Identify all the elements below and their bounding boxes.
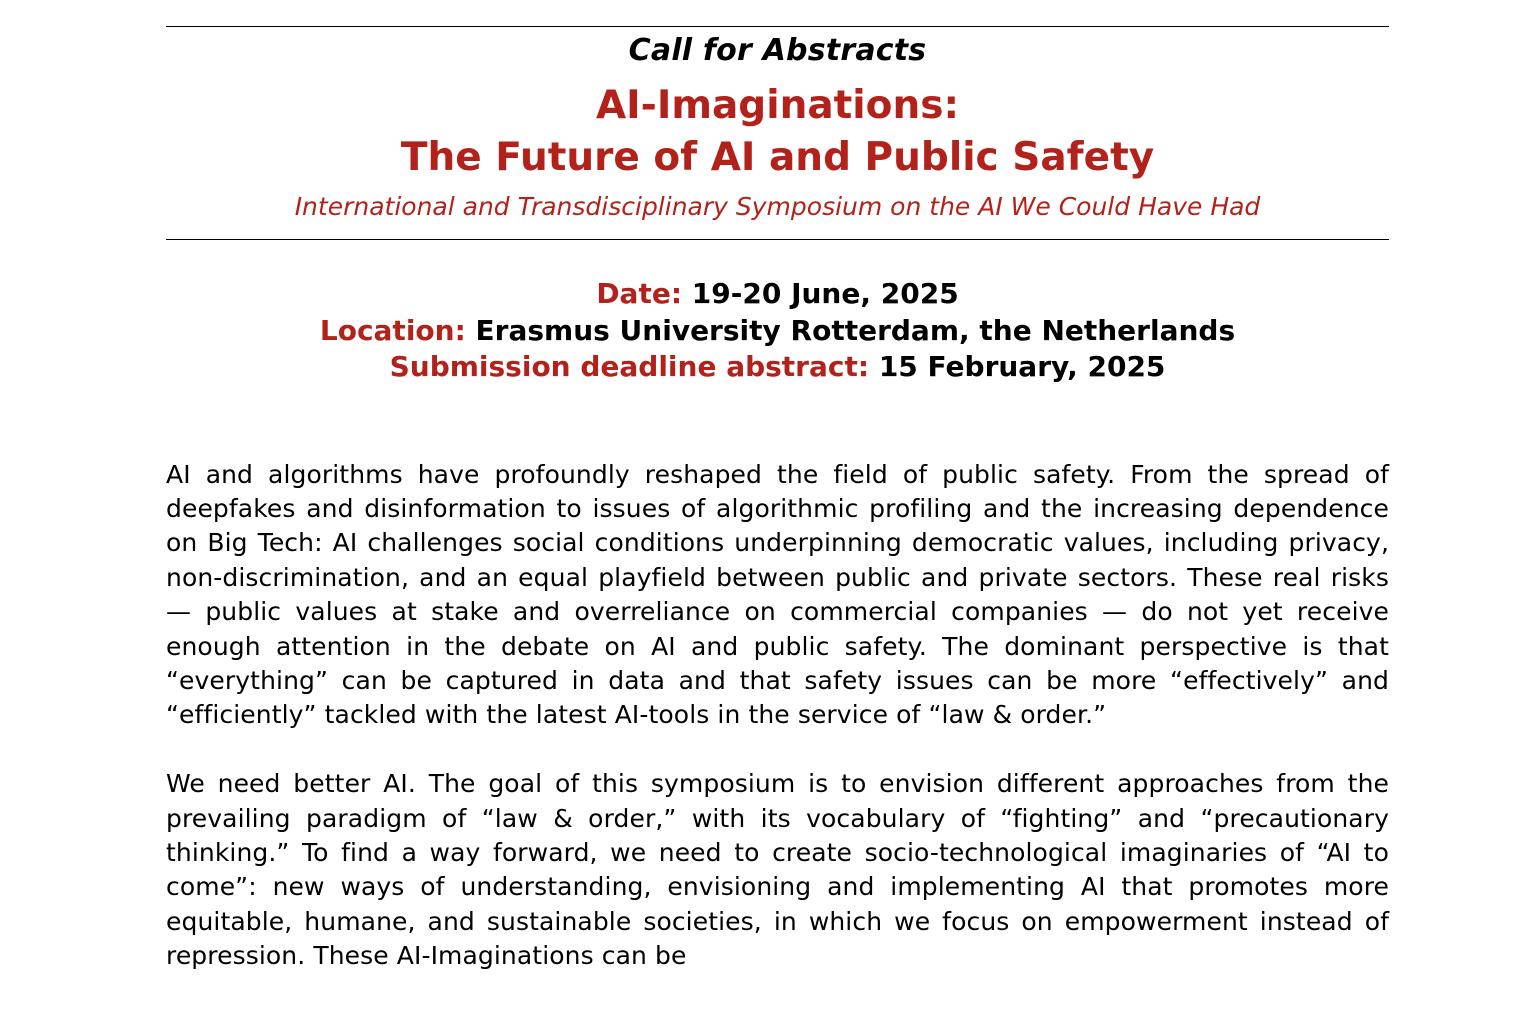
- call-for-abstracts-heading: Call for Abstracts: [628, 33, 927, 68]
- paragraph-1: AI and algorithms have profoundly reshaped the field of public safety. From the spread of deepfakes and disinformation to issues of algorithmic profiling and the increasing dependence on Big Tech: AI challenges social conditions underpinning democratic values, including privacy, non-discrimination, and an equal playfield between public and private sectors. These real risks — public values at stake and overreliance on commercial companies — do not yet receive enough attention in the debate on AI and public safety. The dominant perspective is that “everything” can be captured in data and that safety issues can be more “effectively” and “efficiently” tackled with the latest AI-tools in the service of “law & order.”: [166, 459, 1389, 730]
- location-row: [166, 313, 1389, 350]
- body-text: [166, 458, 1389, 974]
- symposium-subtitle: International and Transdisciplinary Symposium on the AI We Could Have Had: [294, 192, 1261, 221]
- title-line-2: The Future of AI and Public Safety: [400, 135, 1155, 180]
- deadline-label: Submission deadline abstract:: [389, 350, 870, 383]
- top-divider: [166, 26, 1389, 27]
- deadline-row: [166, 349, 1389, 386]
- location-label: Location:: [319, 313, 466, 347]
- date-value: 19-20 June, 2025: [691, 277, 959, 310]
- deadline-value: 15 February, 2025: [878, 350, 1166, 383]
- date-row: [166, 276, 1389, 313]
- document-page: [166, 0, 1389, 1008]
- bottom-divider: [166, 239, 1389, 240]
- page-title: [166, 80, 1389, 184]
- title-line-1: AI-Imaginations:: [595, 83, 960, 128]
- paragraph-2: We need better AI. The goal of this symposium is to envision different approaches from the prevailing paradigm of “law & order,” with its vocabulary of “fighting” and “precautionary thinking.” To find a way forward, we need to create socio-technological imaginaries of “AI to come”: new ways of understanding, envisioning and implementing AI that promotes more equitable, humane, and sustainable societies, in which we focus on empowerment instead of repression. These AI-Imaginations can be: [166, 769, 1389, 971]
- date-label: Date:: [596, 277, 683, 310]
- event-details: [166, 276, 1389, 386]
- location-value: Erasmus University Rotterdam, the Netherlands: [475, 313, 1236, 347]
